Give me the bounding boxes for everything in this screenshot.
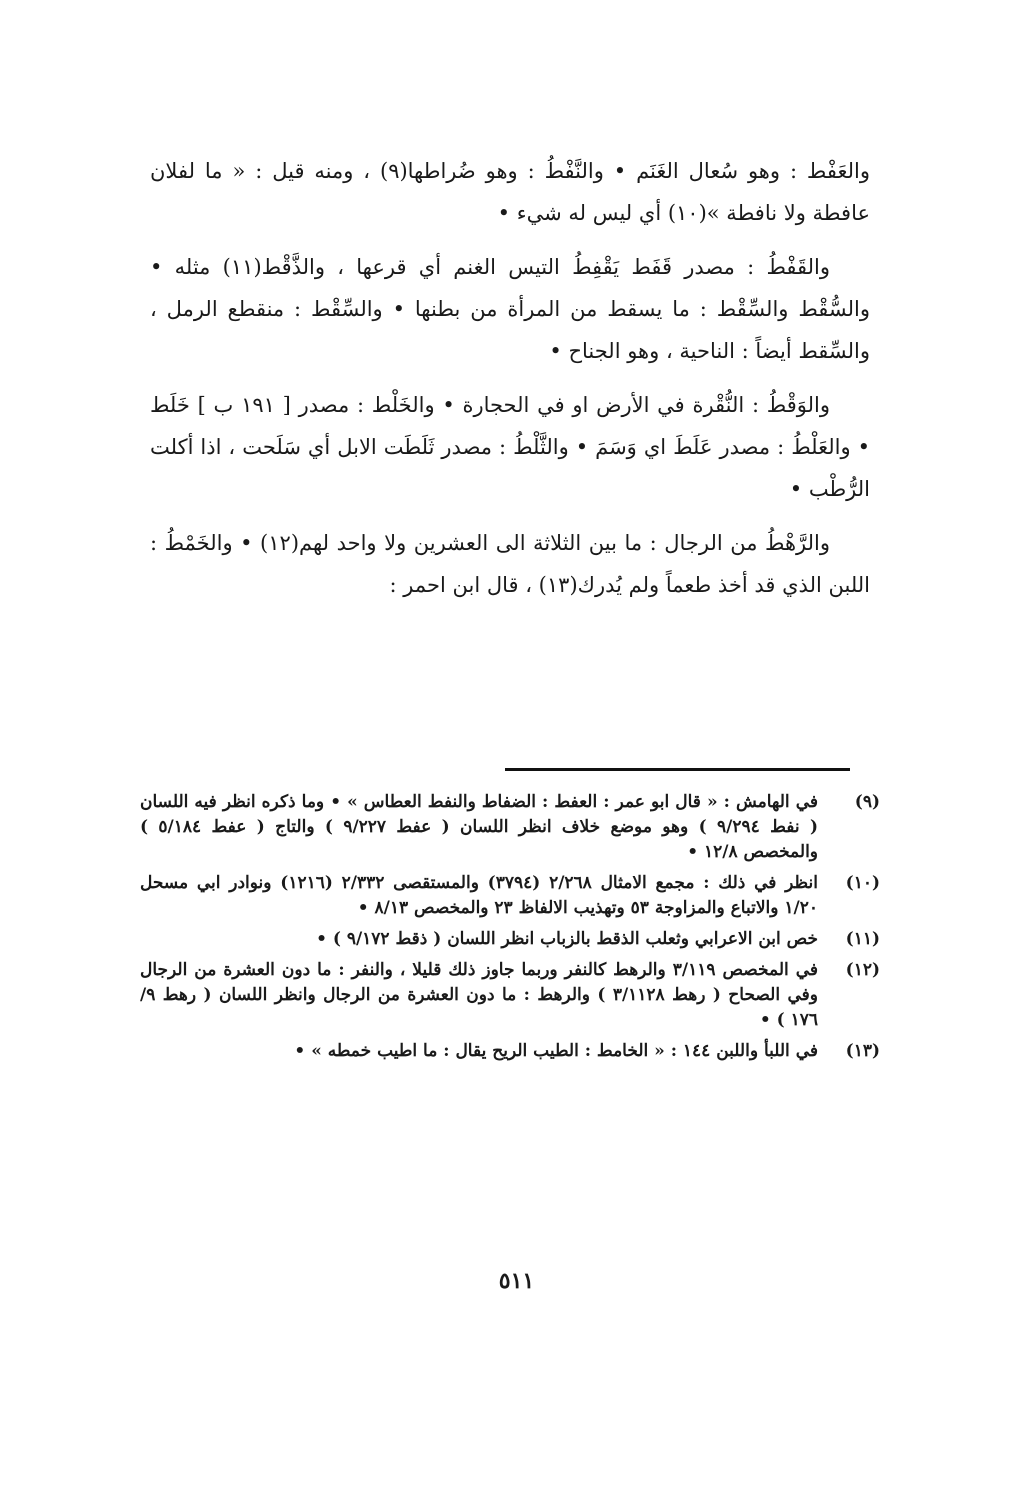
footnote-13 <box>140 1039 880 1064</box>
footnote-text: في المخصص ٣/١١٩ والرهط كالنفر وربما جاوز ذلك قليلا ، والنفر : ما دون العشرة من الرجال وفي الصحاح ( رهط ٣/١١٢٨ ) والرهط : ما دون العشرة من الرجال وانظر اللسان ( رهط ٩/ ١٧٦ ) • <box>140 960 818 1030</box>
footnote-text: انظر في ذلك : مجمع الامثال ٢/٢٦٨ (٣٧٩٤) والمستقصى ٢/٣٣٢ (١٢١٦) ونوادر ابي مسحل ١/٢٠ والاتباع والمزاوجة ٥٣ وتهذيب الالفاظ ٢٣ والمخصص ٨/١٣ • <box>140 873 818 918</box>
footnote-text: في الهامش : « قال ابو عمر : العفط : الضفاط والنفط العطاس » • وما ذكره انظر فيه اللسان ( نفط ٩/٢٩٤ ) وهو موضع خلاف انظر اللسان ( عفط ٩/٢٢٧ ) والتاج ( عفط ٥/١٨٤ ) والمخصص ١٢/٨ • <box>140 792 818 862</box>
page-number: ٥١١ <box>498 1268 535 1294</box>
paragraph-1: والعَفْط : وهو سُعال الغَنَم • والنَّفْطُ : وهو ضُراطها(٩) ، ومنه قيل : « ما لفلان عافطة ولا نافطة »(١٠) أي ليس له شيء • <box>150 159 870 225</box>
footnote-text: في اللبأ واللبن ١٤٤ : « الخامط : الطيب الريح يقال : ما اطيب خمطه » • <box>294 1041 818 1061</box>
footnote-number: (١٠) <box>845 873 880 893</box>
footnote-number: (٩) <box>854 792 880 812</box>
paragraph-3: والوَقْطُ : النُّقْرة في الأرض او في الحجارة • والخَلْط : مصدر [ ١٩١ ب ] خَلَط • والعَلْطُ : مصدر عَلَطَ اي وَسَمَ • والثَّلْطُ : مصدر ثَلَطَت الابل أي سَلَحت ، اذا أكلت الرُّطْب • <box>150 393 870 501</box>
footnote-10 <box>140 871 880 921</box>
footnote-number: (١٢) <box>845 960 880 980</box>
footnote-9 <box>140 790 880 865</box>
footnote-12 <box>140 958 880 1033</box>
footnote-divider <box>505 768 850 771</box>
footnotes <box>140 790 880 1070</box>
footnote-text: خص ابن الاعرابي وثعلب الذقط بالزباب انظر اللسان ( ذقط ٩/١٧٢ ) • <box>316 929 818 949</box>
paragraph-4: والرَّهْطُ من الرجال : ما بين الثلاثة الى العشرين ولا واحد لهم(١٢) • والخَمْطُ : اللبن الذي قد أخذ طعماً ولم يُدرك(١٣) ، قال ابن احمر : <box>150 531 870 597</box>
main-text <box>150 150 870 618</box>
paragraph-2: والقَفْطُ : مصدر قَفَط يَقْفِطُ التيس الغنم أي قرعها ، والذَّقْط(١١) مثله • والسُّقْط والسِّقْط : ما يسقط من المرأة من بطنها • والسِّقْط : منقطع الرمل ، والسِّقط أيضاً : الناحية ، وهو الجناح • <box>150 255 870 363</box>
footnote-number: (١١) <box>845 929 880 949</box>
footnote-11 <box>140 927 880 952</box>
footnote-number: (١٣) <box>845 1041 880 1061</box>
